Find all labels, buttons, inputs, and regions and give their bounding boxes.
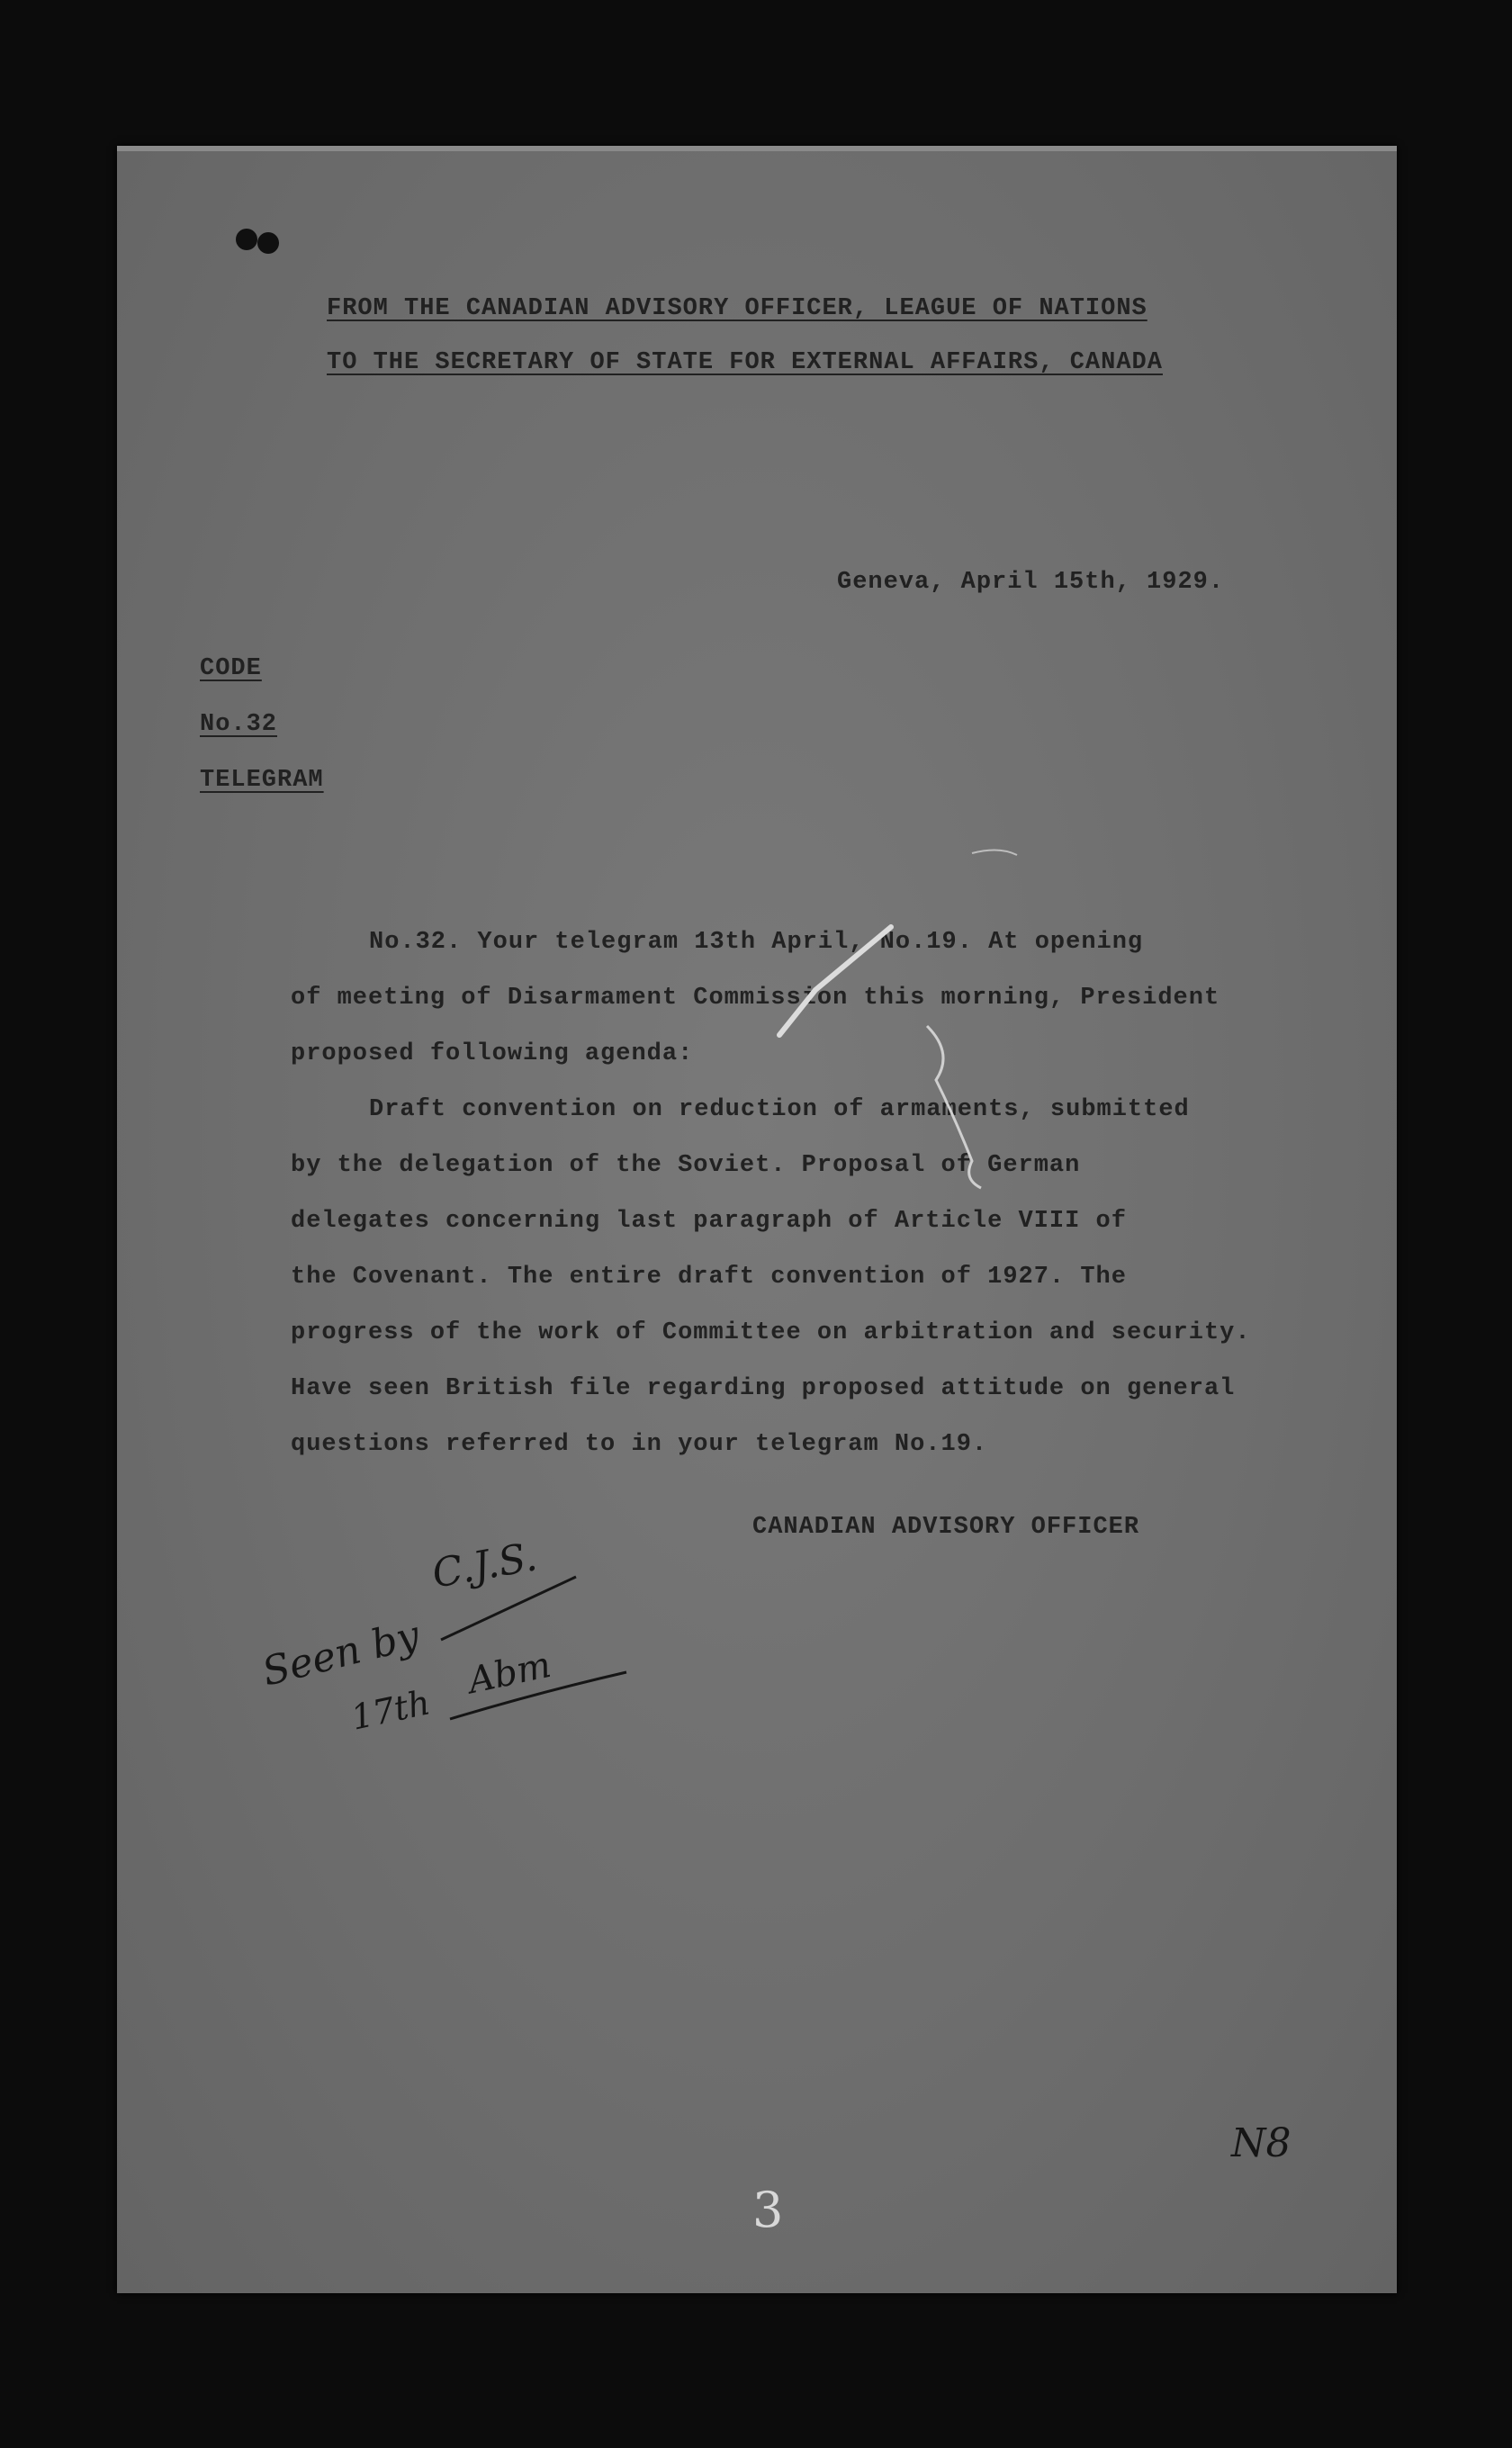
pen-stroke <box>450 1672 626 1719</box>
pen-stroke <box>441 1577 576 1640</box>
handwritten-name: Abm <box>464 1643 555 1703</box>
classification-number: No.32 <box>200 711 278 738</box>
handwritten-seen-by: Seen by <box>257 1612 425 1696</box>
scratch-mark <box>927 1026 981 1188</box>
body-line: proposed following agenda: <box>291 1040 694 1067</box>
scratch-mark <box>972 850 1017 855</box>
bottom-mark: 3 <box>752 2182 784 2238</box>
page-marker: N8 <box>1231 2120 1292 2166</box>
header-to: TO THE SECRETARY OF STATE FOR EXTERNAL AFFAIRS, CANADA <box>327 349 1163 376</box>
body-line: No.32. Your telegram 13th April, No.19. At opening <box>369 929 1144 956</box>
body-line: by the delegation of the Soviet. Proposal of German <box>291 1152 1081 1179</box>
body-line: questions referred to in your telegram No.19. <box>291 1431 988 1458</box>
dateline: Geneva, April 15th, 1929. <box>837 569 1225 596</box>
body-line: progress of the work of Committee on arbitration and security. <box>291 1319 1251 1346</box>
handwritten-initials: C.J.S. <box>428 1534 541 1598</box>
body-line: the Covenant. The entire draft convention of 1927. The <box>291 1264 1127 1291</box>
body-line: Have seen British file regarding proposed attitude on general <box>291 1375 1236 1402</box>
body-line: Draft convention on reduction of armaments, submitted <box>369 1096 1190 1123</box>
handwritten-date: 17th <box>347 1682 434 1738</box>
body-line: delegates concerning last paragraph of Article VIII of <box>291 1208 1127 1235</box>
scratch-mark <box>779 927 891 1035</box>
classification-type: TELEGRAM <box>200 767 324 794</box>
signature-line: CANADIAN ADVISORY OFFICER <box>752 1514 1140 1541</box>
body-line: of meeting of Disarmament Commission this morning, President <box>291 985 1220 1012</box>
header-from: FROM THE CANADIAN ADVISORY OFFICER, LEAGUE OF NATIONS <box>327 295 1148 322</box>
classification-code: CODE <box>200 655 262 682</box>
